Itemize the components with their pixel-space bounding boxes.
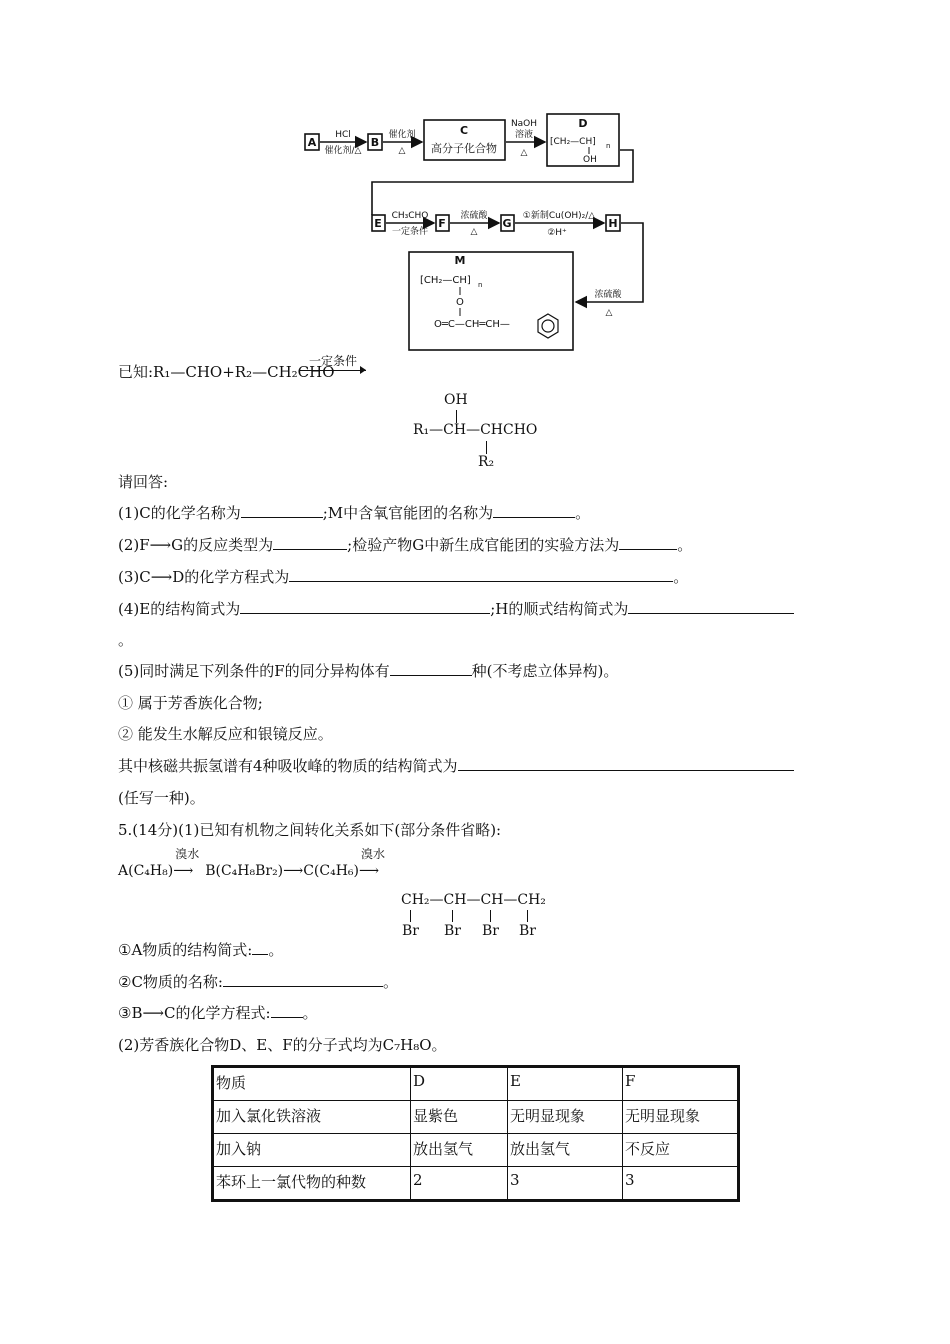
reaction-flowchart bbox=[0, 0, 950, 360]
benzene-ring-icon bbox=[538, 314, 558, 338]
table-cell: 加入钠 bbox=[213, 1134, 411, 1167]
answer-blank[interactable] bbox=[458, 756, 794, 771]
known-product-oh: OH bbox=[444, 392, 468, 408]
table-cell: 3 bbox=[508, 1167, 623, 1201]
answer-blank[interactable] bbox=[240, 599, 490, 614]
question-2: (2)F⟶G的反应类型为 ;检验产物G中新生成官能团的实验方法为 。 bbox=[118, 536, 693, 554]
question-5: (5)同时满足下列条件的F的同分异构体有 种(不考虑立体异构)。 bbox=[118, 662, 619, 680]
table-header-row bbox=[213, 1067, 739, 1101]
table-cell: 3 bbox=[623, 1167, 739, 1201]
table-header-cell: D bbox=[411, 1067, 508, 1101]
arrow-ef-top: CH₃CHO bbox=[391, 211, 429, 221]
intro: 请回答: bbox=[118, 473, 169, 491]
answer-blank[interactable] bbox=[493, 503, 575, 518]
arrow-cd-top2: 溶液 bbox=[514, 130, 534, 140]
node-f: F bbox=[438, 217, 446, 230]
svg-text:n: n bbox=[478, 281, 483, 289]
sub-question-2: ②C物质的名称: 。 bbox=[118, 973, 398, 991]
answer-blank[interactable] bbox=[271, 1003, 303, 1018]
answer-blank[interactable] bbox=[241, 503, 323, 518]
table-cell: 放出氢气 bbox=[508, 1134, 623, 1167]
answer-blank[interactable] bbox=[289, 567, 673, 582]
bond-line bbox=[410, 910, 411, 922]
q5-header: 5.(14分)(1)已知有机物之间转化关系如下(部分条件省略): bbox=[118, 821, 502, 839]
sub-question-1: ①A物质的结构简式: 。 bbox=[118, 941, 284, 959]
conversion-chain: A(C₄H₈) 溴水 ⟶ B(C₄H₈Br₂)⟶C(C₄H₆) 溴水 ⟶ bbox=[118, 861, 391, 881]
condition-1: ① 属于芳香族化合物; bbox=[118, 694, 263, 712]
arrow-cd-bottom: △ bbox=[520, 148, 528, 158]
arrow-icon: ⟶ bbox=[142, 1004, 164, 1022]
question-4: (4)E的结构简式为 ;H的顺式结构简式为 bbox=[118, 599, 794, 619]
answer-blank[interactable] bbox=[390, 661, 472, 676]
structure-m bbox=[420, 275, 510, 330]
svg-text:OH: OH bbox=[583, 155, 597, 165]
structure-d bbox=[550, 137, 610, 165]
sub-question-3: ③B⟶C的化学方程式: 。 bbox=[118, 1004, 318, 1022]
arrow-fg-top: 浓硫酸 bbox=[460, 211, 488, 221]
node-h: H bbox=[608, 217, 618, 230]
arrow-hm-bottom: △ bbox=[605, 308, 613, 318]
arrow-icon: ⟶ bbox=[149, 536, 172, 554]
table-header-cell: F bbox=[623, 1067, 739, 1101]
arrow-head-icon bbox=[360, 366, 366, 374]
nmr-tail: (任写一种)。 bbox=[118, 789, 205, 807]
arrow-ab-top: HCl bbox=[335, 130, 351, 140]
node-e: E bbox=[374, 217, 382, 230]
node-m-label: M bbox=[454, 254, 466, 267]
arrow-hm-top: 浓硫酸 bbox=[594, 290, 622, 300]
table-row bbox=[213, 1134, 739, 1167]
bond-line bbox=[452, 910, 453, 922]
arrow-gh-bottom: ②H⁺ bbox=[547, 228, 567, 238]
arrow-fg-bottom: △ bbox=[470, 227, 478, 237]
arrow-bc-top: 催化剂 bbox=[388, 130, 416, 140]
node-c-desc: 高分子化合物 bbox=[431, 142, 497, 155]
node-d-label: D bbox=[578, 117, 588, 130]
table-cell: 加入氯化铁溶液 bbox=[213, 1101, 411, 1134]
table-cell: 无明显现象 bbox=[508, 1101, 623, 1134]
bond-line bbox=[527, 910, 528, 922]
table-cell: 不反应 bbox=[623, 1134, 739, 1167]
question-3: (3)C⟶D的化学方程式为 。 bbox=[118, 568, 689, 586]
node-m-box bbox=[409, 252, 573, 350]
table-cell: 无明显现象 bbox=[623, 1101, 739, 1134]
bond-line bbox=[486, 441, 487, 454]
table-cell: 显紫色 bbox=[411, 1101, 508, 1134]
node-g: G bbox=[502, 217, 512, 230]
answer-blank[interactable] bbox=[628, 599, 794, 614]
arrow-bc-bottom: △ bbox=[398, 146, 406, 156]
svg-text:[CH₂—CH]: [CH₂—CH] bbox=[550, 137, 596, 147]
part-2: (2)芳香族化合物D、E、F的分子式均为C₇H₈O。 bbox=[118, 1036, 447, 1054]
reaction-arrow: 溴水 ⟶ bbox=[359, 847, 386, 879]
arrow-icon: ⟶ bbox=[150, 568, 173, 586]
table-row bbox=[213, 1167, 739, 1201]
br-label: Br bbox=[402, 923, 419, 939]
br-label: Br bbox=[444, 923, 461, 939]
svg-text:O: O bbox=[456, 297, 464, 308]
arrow-gh-top: ①新制Cu(OH)₂/△ bbox=[522, 211, 596, 221]
answer-blank[interactable] bbox=[223, 972, 383, 987]
svg-text:[CH₂—CH]: [CH₂—CH] bbox=[420, 275, 471, 286]
table-cell: 2 bbox=[411, 1167, 508, 1201]
arrow-ab-bottom: 催化剂/△ bbox=[324, 146, 362, 156]
condition-2: ② 能发生水解反应和银镜反应。 bbox=[118, 725, 333, 743]
table-cell: 放出氢气 bbox=[411, 1134, 508, 1167]
table-cell: 苯环上一氯代物的种数 bbox=[213, 1167, 411, 1201]
bond-line bbox=[490, 910, 491, 922]
table-header-cell: E bbox=[508, 1067, 623, 1101]
arrow-ef-bottom: 一定条件 bbox=[391, 227, 429, 237]
known-product-main: R₁—CH—CHCHO bbox=[413, 422, 538, 438]
br-label: Br bbox=[519, 923, 536, 939]
answer-blank[interactable] bbox=[252, 940, 268, 955]
arrow-icon: ⟶ bbox=[283, 863, 304, 879]
table-row bbox=[213, 1101, 739, 1134]
known-arrow bbox=[300, 370, 366, 371]
nmr-question: 其中核磁共振氢谱有4种吸收峰的物质的结构简式为 bbox=[118, 756, 794, 776]
known-product-r2: R₂ bbox=[478, 454, 495, 470]
svg-text:n: n bbox=[606, 142, 611, 150]
node-a: A bbox=[307, 136, 317, 149]
question-4-end: 。 bbox=[118, 631, 134, 649]
arrow-cd-top1: NaOH bbox=[510, 119, 538, 129]
known-prefix: 已知:R₁—CHO+R₂—CH₂CHO bbox=[118, 363, 335, 381]
reaction-arrow: 溴水 ⟶ bbox=[173, 847, 200, 879]
node-b: B bbox=[370, 136, 380, 149]
property-table bbox=[211, 1065, 740, 1202]
answer-blank[interactable] bbox=[619, 535, 677, 550]
svg-text:O═C—CH═CH—: O═C—CH═CH— bbox=[434, 319, 510, 330]
node-c-label: C bbox=[459, 124, 469, 137]
tetrabromo-product: CH₂—CH—CH—CH₂ bbox=[401, 892, 546, 908]
answer-blank[interactable] bbox=[273, 535, 347, 550]
table-header-cell: 物质 bbox=[213, 1067, 411, 1101]
question-1: (1)C的化学名称为 ;M中含氧官能团的名称为 。 bbox=[118, 504, 591, 522]
known-condition: 一定条件 bbox=[308, 354, 357, 368]
br-label: Br bbox=[482, 923, 499, 939]
